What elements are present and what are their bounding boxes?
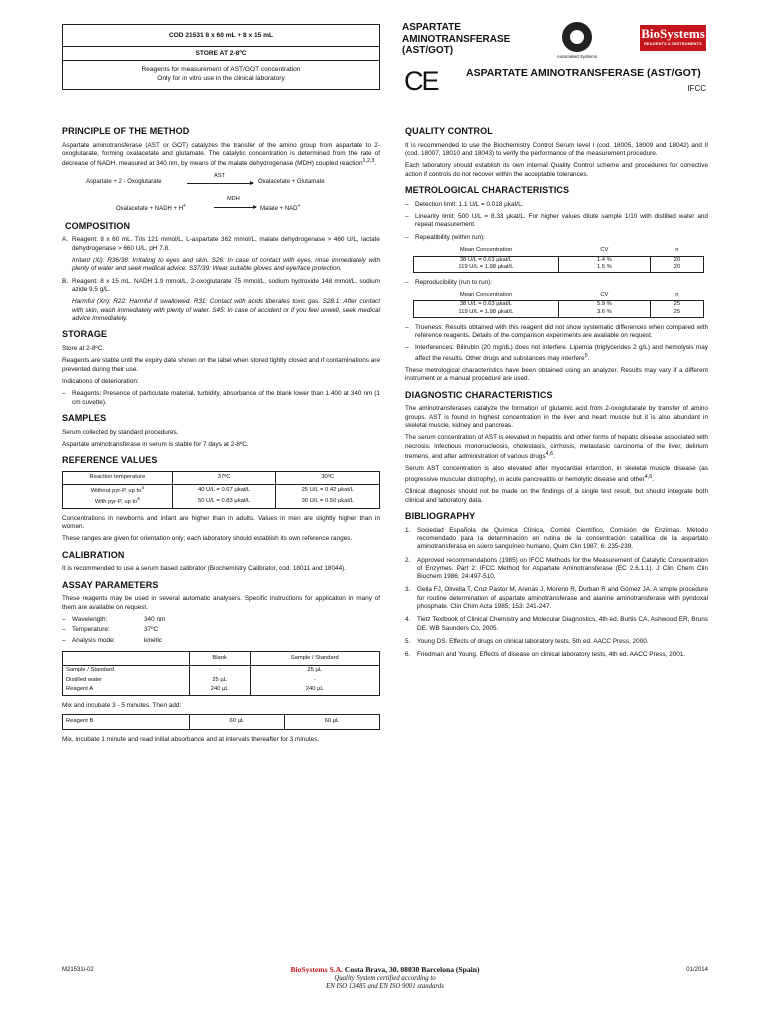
store-temperature: STORE AT 2-8ºC: [63, 47, 379, 61]
diagnostic-text: The aminotransferases catalyze the formation of glutamic acid from 2-oxoglutarate by transfer of amino groups. AST is found in highest concentration in the liver and heart muscle but it is also abundant in skeletal muscle, kidney and pancreas.: [405, 405, 708, 429]
quality-control-section: [405, 126, 708, 179]
repeatability-table: Mean Concentration CV n 38 U/L = 0.63 µkat/L 1.4 % 20 119 U/L = 1.98 µkat/L 1.5 % 20: [413, 246, 704, 273]
principle-text: Aspartate aminotransferase (AST or GOT) catalyzes the transfer of the amino group from aspartate to 2-oxoglutarate, forming oxalacetate and glutamate. The catalytic concentration is determined from the rate of decrease of NADH, measured at 340 nm, by means of the malate dehydrogenase (MDH) coupled reaction$^{1,2,3}$.: [62, 141, 380, 168]
metrological-section: [405, 185, 708, 384]
table-row: Without pyr-P, up $to^4$ 40 U/L = 0.67 µkat/L 25 U/L = 0.42 µkat/L: [63, 484, 380, 496]
composition-warning-b: Harmful (Xn): R22: Harmful if swallowed. R31: Contact with acids liberates toxic gas. S28.1: After contact with skin, wash immediately with plenty of water. S45: In case of accident or if you feel unwell, seek medical advice immediately.: [72, 298, 380, 323]
storage-text: Store at 2-8ºC.: [62, 345, 105, 353]
section-heading: ASSAY PARAMETERS: [62, 579, 159, 590]
table-row: 38 U/L = 0.63 µkat/L 5.9 % 25: [414, 301, 704, 309]
bibliography-item: 6. Friedman and Young. Effects of disease on clinical laboratory tests, 4th ed. AACC Press, 2001.: [405, 651, 686, 659]
table-row: Distilled water 25 µL -: [63, 676, 380, 686]
quality-certification: Quality System certified according to: [334, 974, 436, 982]
section-heading: SAMPLES: [62, 413, 107, 424]
composition-item-b: B. Reagent: 8 x 15 mL. NADH 1.9 mmol/L, 2-oxoglutarate 75 mmol/L, sodium hydroxide 148 mmol/L, sodium azide 9.5 g/L.: [62, 277, 380, 294]
bibliography-item: 5. Young DS. Effects of drugs on clinical laboratory tests, 5th ed. AACC Press, 2000.: [405, 638, 649, 646]
section-heading: STORAGE: [62, 329, 108, 340]
storage-text: Reagents are stable until the expiry date shown on the label when stored tightly closed and if contaminations are prevented during their use.: [62, 357, 380, 373]
reaction-2-arrow: [214, 207, 256, 208]
product-subtitle: ASPARTATE AMINOTRANSFERASE (AST/GOT): [466, 67, 701, 79]
table-row: Reagent A 240 µL 240 µL: [63, 685, 380, 695]
biosystems-logo: BioSystems REAGENTS & INSTRUMENTS: [640, 25, 706, 51]
bibliography-item: 1. Sociedad Española de Química Clínica, Comité Científico, Comisión de Enzimas. Método recomendado para la determinación en rutina de la concentración catalítica de la aspartato aminotransferasa en suero sanguíneo humano. Quim Clin 1987; 6: 235-239.: [405, 526, 708, 551]
quality-text: It is recommended to use the Biochemistry Control Serum level I (cod. 18005, 18009 and 18042) and II (cod. 18007, 18010 and 18043) to verify the performance of the measurement procedure.: [405, 141, 708, 158]
reproducibility-table: Mean Concentration CV n 38 U/L = 0.63 µkat/L 5.9 % 25 119 U/L = 1.98 µkat/L 3.6 % 25: [413, 291, 704, 318]
section-heading: PRINCIPLE OF THE METHOD: [62, 126, 190, 136]
section-heading: QUALITY CONTROL: [405, 126, 493, 136]
diagnostic-section: [405, 390, 708, 505]
storage-section: [62, 329, 380, 407]
reaction-1-right: Oxalacetate + Glutamate: [258, 178, 325, 185]
reagents-usage: Reagents for measurement of AST/GOT concentration Only for in vitro use in the clinical laboratory: [141, 66, 301, 82]
company-name: BioSystems S.A.: [290, 965, 343, 974]
composition-section: [62, 221, 380, 324]
calibration-text: It is recommended to use a serum based calibrator (Biochemistry Calibrator, cod. 18011 and 18044).: [62, 565, 347, 573]
document-date: 01/2014: [686, 967, 708, 973]
quality-text: Each laboratory should establish its own internal Quality Control scheme and procedures for corrective action if controls do not recover within the acceptable tolerances.: [405, 162, 708, 178]
composition-item-a: A. Reagent: 8 x 60 mL. Tris 121 mmol/L, L-aspartate 362 mmol/L, malate dehydrogenase > 460 U/L, lactate dehydrogenase > 660 U/L, pH 7.8.: [62, 236, 380, 252]
company-info: [62, 965, 708, 991]
samples-section: [62, 413, 380, 449]
product-title: ASPARTATE AMINOTRANSFERASE (AST/GOT): [402, 22, 511, 56]
reaction-1-left: Aspartate + 2 - Oxoglutarate: [86, 178, 162, 185]
automated-systems-logo: Automated Systems: [553, 22, 601, 60]
storage-text: Indications of deterioration:: [62, 378, 139, 386]
section-heading: BIBLIOGRAPHY: [405, 510, 476, 521]
samples-text: Aspartate aminotransferase in serum is stable for 7 days at 2-8ºC.: [62, 441, 249, 449]
section-heading: DIAGNOSTIC CHARACTERISTICS: [405, 389, 553, 400]
section-heading: CALIBRATION: [62, 549, 125, 560]
linearity-limit: – Linearity limit: 500 U/L = 8.33 µkat/L. For higher values dilute sample 1/10 with distilled water and repeat measurement.: [405, 213, 708, 230]
assay-text: These reagents may be used in several automatic analysers. Specific instructions for application in many of them are available on request.: [62, 595, 380, 611]
ce-mark-icon: CE: [404, 66, 438, 96]
bibliography-item: 2. Approved recommendations (1985) on IFCC Methods for the Measurement of Catalytic Concentration of Enzymes. Part 2: IFCC Method for Aspartate Aminotransferase (EC 2.6.1.1). J Clin Chem Clin Biochem 1986; 24:497-510.: [405, 556, 708, 581]
table-row: 38 U/L = 0.63 µkat/L 1.4 % 20: [414, 256, 704, 264]
samples-text: Serum collected by standard procedures.: [62, 428, 179, 436]
quality-standards: EN ISO 13485 and EN ISO 9001 standards: [326, 983, 444, 991]
reproducibility-label: – Reproducibility (run to run):: [405, 279, 708, 287]
bibliography-section: [405, 511, 708, 660]
assay-params-list: [62, 616, 380, 645]
reference-values-table: Reaction temperature 37ºC 30ºC Without pyr-P, up $to^4$ 40 U/L = 0.67 µkat/L 25 U/L = 0.42 µkat/L With pyr-P, up $to^5$ 50 U/L = 0.83 µkat/L 30 U/L = 0.50 µkat/L: [62, 471, 380, 508]
method-standard: IFCC: [687, 84, 706, 93]
table-row: Sample / Standard - 25 µL: [63, 666, 380, 676]
section-heading: COMPOSITION: [65, 220, 131, 231]
reference-text: These ranges are given for orientation only; each laboratory should establish its own reference ranges.: [62, 535, 353, 543]
reaction-2-left: Oxalacetate + NADH + H+: [116, 202, 186, 212]
reaction-1-arrow: [187, 183, 253, 184]
deterioration-item: – Reagents: Presence of particulate material, turbidity, absorbance of the blank lower than 1.400 at 340 nm (1 cm cuvette).: [62, 390, 380, 407]
header-info-box: [62, 24, 380, 90]
document-code: M21531i-02: [62, 967, 94, 973]
assay-reagent-b-table: [62, 714, 380, 730]
assay-volumes-table: Blank Sample / Standard Sample / Standard - 25 µL Distilled water 25 µL - Reagent A 240 µL 240 µL: [62, 651, 380, 696]
detection-limit: – Detection limit: 1.1 U/L = 0.018 µkat/L.: [405, 201, 708, 209]
bibliography-item: 4. Tietz Textbook of Clinical Chemistry and Molecular Diagnostics, 4th ed. Burtis CA, Ashwood ER, Bruns DE. WB Saunders Co, 2005.: [405, 616, 708, 632]
company-address: Costa Brava, 30. 08030 Barcelona (Spain): [344, 965, 480, 974]
list-item: – Temperature: 37ºC: [62, 626, 380, 634]
right-column: [405, 126, 708, 666]
reaction-2-enzyme: MDH: [227, 195, 240, 202]
calibration-section: [62, 550, 380, 574]
list-item: – Wavelength: 340 nm: [62, 616, 380, 624]
trueness: – Trueness: Results obtained with this reagent did not show systematic differences when compared with reference reagents. Details of the comparison experiments are available on request.: [405, 324, 708, 341]
list-item: – Analysis mode: kinetic: [62, 637, 380, 645]
diagnostic-text: Clinical diagnosis should not be made on the findings of a single test result, but should integrate both clinical and laboratory data.: [405, 488, 708, 504]
reaction-2-right: Malate + NAD+: [260, 202, 301, 212]
diagnostic-text: The serum concentration of AST is elevated in hepatitis and other forms of hepatic disease associated with necrosis: infectious mononucleosis, cholestasis, cirrhosis, metastasic carcinoma of the liver, delirium tremens, and after administration of various drugs$^{4,6}$.: [405, 434, 708, 461]
reference-values-section: [62, 455, 380, 543]
table-row: With pyr-P, up $to^5$ 50 U/L = 0.83 µkat/L 30 U/L = 0.50 µkat/L: [63, 496, 380, 508]
automated-systems-icon: [562, 22, 592, 52]
assay-step-text: Mix, incubate 1 minute and read initial absorbance and at intervals thereafter for 3 minutes.: [62, 735, 320, 743]
section-heading: METROLOGICAL CHARACTERISTICS: [405, 185, 570, 195]
assay-step-text: Mix and incubate 3 - 5 minutes. Then add:: [62, 702, 182, 710]
assay-parameters-section: [62, 580, 380, 745]
product-code: COD 21531 8 x 60 mL + 8 x 15 mL: [63, 25, 379, 47]
reaction-1-enzyme: AST: [214, 172, 225, 179]
table-row: Reagent B 60 µL 60 µL: [63, 715, 380, 730]
interferences: – Interferences: Bilirubin (20 mg/dL) does not interfere. Lipemia (triglycerides 2 g/L) and hemolysis may affect the results. Other drugs and substances may interfere$^5$.: [405, 344, 708, 363]
metrological-note: These metrological characteristics have been obtained using an analyzer. Results may vary if a different instrument or a manual procedure are used.: [405, 366, 708, 383]
reference-text: Concentrations in newborns and infant are higher than in adults. Values in men are slightly higher than in women.: [62, 514, 380, 530]
principle-section: [62, 126, 380, 215]
section-heading: REFERENCE VALUES: [62, 455, 158, 466]
repeatability-label: – Repeatibility (within run):: [405, 234, 708, 242]
bibliography-item: 3. Gella FJ, Olivella T, Cruz Pastor M, Arenas J, Moreno R, Durban R and Gómez JA. A simple procedure for routine determination of aspartate aminotransferase and alanine aminotransferase with pyridoxal phosphate. Clin Chim Acta 1985; 153: 241-247.: [405, 586, 708, 611]
diagnostic-text: Serum AST concentration is also elevated after myocardial infarction, in skeletal muscle disease (as progressive muscular distrophy), in acute pancreatitis or hemolytic disease and other$^{4,6}$.: [405, 465, 708, 483]
table-row: 119 U/L = 1.98 µkat/L 3.6 % 25: [414, 309, 704, 317]
composition-warning-a: Irritant (Xi): R36/38: Irritating to eyes and skin. S26: In case of contact with eyes, rinse immediately with plenty of water and seek medical advice. S37/39: Wear suitable gloves and eye/face protection.: [72, 257, 380, 273]
table-row: 119 U/L = 1.98 µkat/L 1.5 % 20: [414, 264, 704, 272]
reaction-scheme: [62, 173, 380, 215]
left-column: [62, 126, 380, 750]
